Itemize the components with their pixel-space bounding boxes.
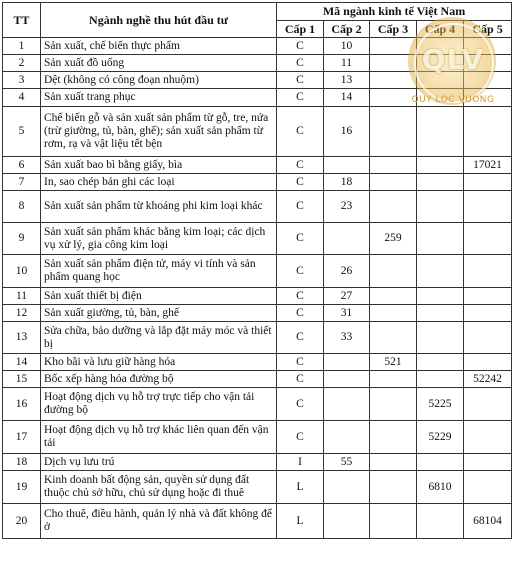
row-level-1: C: [277, 107, 324, 157]
row-level-1: C: [277, 72, 324, 89]
row-industry-name: Kho bãi và lưu giữ hàng hóa: [41, 354, 277, 371]
header-level-4: Cấp 4: [417, 21, 464, 38]
row-level-2: [324, 471, 370, 504]
row-industry-name: Cho thuê, điều hành, quản lý nhà và đất không để ở: [41, 504, 277, 539]
row-level-1: C: [277, 55, 324, 72]
table-row: [3, 322, 512, 354]
row-level-2: 13: [324, 72, 370, 89]
row-number: 1: [3, 38, 41, 55]
table-row: [3, 72, 512, 89]
row-number: 6: [3, 157, 41, 174]
table-row: [3, 305, 512, 322]
investment-industry-table: [2, 2, 512, 539]
row-level-5: [464, 454, 512, 471]
row-level-2: 23: [324, 191, 370, 223]
table-row: [3, 421, 512, 454]
row-level-1: C: [277, 421, 324, 454]
row-level-2: [324, 388, 370, 421]
row-level-3: [370, 454, 417, 471]
row-level-3: [370, 255, 417, 288]
logo-subtext: QUY LOC VUONG: [411, 95, 495, 105]
row-level-3: [370, 471, 417, 504]
table-row: [3, 38, 512, 55]
row-level-5: 17021: [464, 157, 512, 174]
row-number: 14: [3, 354, 41, 371]
row-level-3: 521: [370, 354, 417, 371]
row-level-4: 5225: [417, 388, 464, 421]
table-row: [3, 288, 512, 305]
table-row: [3, 55, 512, 72]
row-level-1: L: [277, 504, 324, 539]
row-industry-name: Sản xuất sản phẩm khác bằng kim loại; các dịch vụ xử lý, gia công kim loại: [41, 223, 277, 255]
row-industry-name: Sản xuất thiết bị điện: [41, 288, 277, 305]
table-row: [3, 471, 512, 504]
row-level-1: C: [277, 388, 324, 421]
row-level-3: [370, 288, 417, 305]
row-level-5: [464, 72, 512, 89]
row-level-3: [370, 55, 417, 72]
row-level-2: 26: [324, 255, 370, 288]
row-level-3: [370, 504, 417, 539]
row-level-3: [370, 107, 417, 157]
row-level-4: [417, 504, 464, 539]
row-level-1: C: [277, 255, 324, 288]
row-level-5: 52242: [464, 371, 512, 388]
logo-text: QLV: [421, 43, 485, 76]
row-level-1: C: [277, 38, 324, 55]
row-level-5: [464, 388, 512, 421]
row-number: 5: [3, 107, 41, 157]
row-number: 15: [3, 371, 41, 388]
row-level-2: [324, 157, 370, 174]
table-row: [3, 454, 512, 471]
row-number: 12: [3, 305, 41, 322]
row-number: 19: [3, 471, 41, 504]
row-number: 17: [3, 421, 41, 454]
row-level-4: [417, 107, 464, 157]
row-level-4: 5229: [417, 421, 464, 454]
row-level-3: [370, 388, 417, 421]
row-level-5: [464, 191, 512, 223]
row-industry-name: Chế biến gỗ và sản xuất sản phẩm từ gỗ, tre, nứa (trừ giường, tủ, bàn, ghế); sản xuất sản phẩm từ rơm, rạ và vật liệu tết bện: [41, 107, 277, 157]
table-body: [3, 38, 512, 539]
row-number: 18: [3, 454, 41, 471]
row-industry-name: Sản xuất trang phục: [41, 89, 277, 107]
table-row: [3, 255, 512, 288]
row-level-3: [370, 157, 417, 174]
row-level-5: [464, 174, 512, 191]
row-industry-name: Sản xuất, chế biến thực phẩm: [41, 38, 277, 55]
row-level-5: [464, 305, 512, 322]
row-industry-name: Sản xuất sản phẩm từ khoáng phi kim loại khác: [41, 191, 277, 223]
row-level-4: [417, 454, 464, 471]
row-level-3: [370, 371, 417, 388]
row-level-2: [324, 421, 370, 454]
row-level-5: [464, 107, 512, 157]
row-level-3: [370, 38, 417, 55]
row-industry-name: Sản xuất giường, tủ, bàn, ghế: [41, 305, 277, 322]
table-row: [3, 174, 512, 191]
row-number: 9: [3, 223, 41, 255]
header-tt: TT: [3, 3, 41, 38]
row-industry-name: Hoạt động dịch vụ hỗ trợ trực tiếp cho vận tải đường bộ: [41, 388, 277, 421]
row-level-3: [370, 305, 417, 322]
row-industry-name: Kinh doanh bất động sản, quyền sử dụng đất thuộc chủ sở hữu, chủ sử dụng hoặc đi thuê: [41, 471, 277, 504]
row-level-2: 18: [324, 174, 370, 191]
row-level-1: I: [277, 454, 324, 471]
row-level-4: [417, 255, 464, 288]
table-row: [3, 191, 512, 223]
row-level-3: [370, 191, 417, 223]
row-level-3: [370, 322, 417, 354]
row-level-4: [417, 72, 464, 89]
header-industry: Ngành nghề thu hút đầu tư: [41, 3, 277, 38]
row-level-4: [417, 223, 464, 255]
row-level-5: [464, 471, 512, 504]
row-number: 7: [3, 174, 41, 191]
table-row: [3, 371, 512, 388]
row-level-2: 33: [324, 322, 370, 354]
row-industry-name: In, sao chép bản ghi các loại: [41, 174, 277, 191]
row-number: 8: [3, 191, 41, 223]
row-level-2: 10: [324, 38, 370, 55]
row-industry-name: Dệt (không có công đoạn nhuộm): [41, 72, 277, 89]
row-level-5: [464, 255, 512, 288]
row-level-1: C: [277, 305, 324, 322]
row-industry-name: Sản xuất sản phẩm điện tử, máy vi tính và sản phẩm quang học: [41, 255, 277, 288]
row-level-4: [417, 322, 464, 354]
row-level-2: [324, 354, 370, 371]
table-row: [3, 223, 512, 255]
table-header: [3, 3, 512, 38]
row-number: 11: [3, 288, 41, 305]
header-code-group: Mã ngành kinh tế Việt Nam: [277, 3, 512, 21]
row-level-2: [324, 371, 370, 388]
row-number: 4: [3, 89, 41, 107]
row-level-1: C: [277, 371, 324, 388]
row-level-2: [324, 223, 370, 255]
row-level-2: 55: [324, 454, 370, 471]
table-row: [3, 89, 512, 107]
row-level-5: [464, 89, 512, 107]
row-level-1: C: [277, 174, 324, 191]
row-level-1: C: [277, 322, 324, 354]
row-number: 3: [3, 72, 41, 89]
row-level-2: 31: [324, 305, 370, 322]
row-level-4: [417, 157, 464, 174]
row-level-5: [464, 421, 512, 454]
row-level-5: 68104: [464, 504, 512, 539]
row-level-2: [324, 504, 370, 539]
header-level-1: Cấp 1: [277, 21, 324, 38]
row-level-4: [417, 305, 464, 322]
row-level-5: [464, 38, 512, 55]
row-level-1: C: [277, 288, 324, 305]
row-industry-name: Bốc xếp hàng hóa đường bộ: [41, 371, 277, 388]
row-industry-name: Dịch vụ lưu trú: [41, 454, 277, 471]
row-level-2: 27: [324, 288, 370, 305]
table-row: [3, 504, 512, 539]
row-number: 2: [3, 55, 41, 72]
table-row: [3, 354, 512, 371]
header-level-2: Cấp 2: [324, 21, 370, 38]
header-level-3: Cấp 3: [370, 21, 417, 38]
row-number: 10: [3, 255, 41, 288]
row-level-5: [464, 55, 512, 72]
row-level-1: L: [277, 471, 324, 504]
row-level-3: [370, 421, 417, 454]
row-level-1: C: [277, 89, 324, 107]
row-level-5: [464, 322, 512, 354]
row-number: 13: [3, 322, 41, 354]
row-level-1: C: [277, 354, 324, 371]
row-level-4: [417, 55, 464, 72]
row-level-4: [417, 354, 464, 371]
row-level-1: C: [277, 191, 324, 223]
row-level-2: 11: [324, 55, 370, 72]
row-level-4: [417, 174, 464, 191]
header-level-5: Cấp 5: [464, 21, 512, 38]
row-level-4: [417, 191, 464, 223]
table-row: [3, 388, 512, 421]
row-level-4: 6810: [417, 471, 464, 504]
row-level-5: [464, 223, 512, 255]
table-row: [3, 107, 512, 157]
row-level-4: [417, 89, 464, 107]
row-level-4: [417, 288, 464, 305]
row-level-3: 259: [370, 223, 417, 255]
row-level-2: 14: [324, 89, 370, 107]
row-level-4: [417, 371, 464, 388]
row-industry-name: Sản xuất đồ uống: [41, 55, 277, 72]
row-level-5: [464, 288, 512, 305]
row-level-3: [370, 89, 417, 107]
row-level-3: [370, 72, 417, 89]
row-level-3: [370, 174, 417, 191]
row-level-5: [464, 354, 512, 371]
row-industry-name: Hoạt động dịch vụ hỗ trợ khác liên quan đến vận tải: [41, 421, 277, 454]
row-number: 20: [3, 504, 41, 539]
row-number: 16: [3, 388, 41, 421]
table-row: [3, 157, 512, 174]
row-industry-name: Sản xuất bao bì bằng giấy, bìa: [41, 157, 277, 174]
row-industry-name: Sửa chữa, bảo dưỡng và lắp đặt máy móc và thiết bị: [41, 322, 277, 354]
row-level-1: C: [277, 223, 324, 255]
row-level-4: [417, 38, 464, 55]
row-level-2: 16: [324, 107, 370, 157]
row-level-1: C: [277, 157, 324, 174]
